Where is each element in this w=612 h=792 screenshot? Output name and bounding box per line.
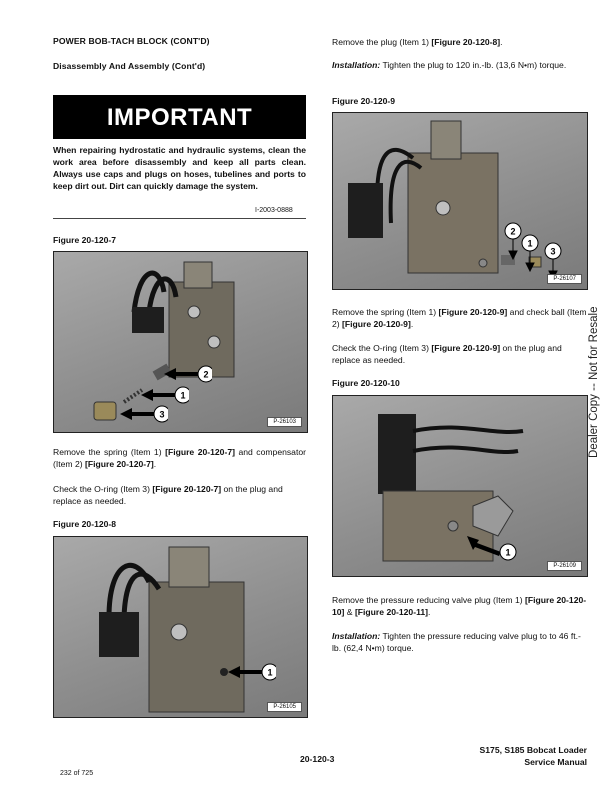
paragraph-check-oring: Check the O-ring (Item 3) [Figure 20-120-7] on the plug and replace as needed. [53,484,283,506]
photo-number: P-26109 [547,561,582,571]
figure-label: Figure 20-120-10 [332,378,400,388]
footer-model: S175, S185 Bobcat Loader [479,745,587,755]
paragraph-check-oring-2: Check the O-ring (Item 3) [Figure 20-120-9] on the plug and replace as needed. [332,343,562,365]
important-divider [53,218,306,219]
paragraph-remove-pressure-valve: Remove the pressure reducing valve plug (Item 1) [Figure 20-120-10] & [Figure 20-120-11]. [332,595,587,617]
svg-text:1: 1 [180,390,186,401]
footer-manual: Service Manual [524,757,587,767]
svg-text:3: 3 [550,246,556,257]
paragraph-installation-plug: Installation: Tighten the plug to 120 in.-lb. (13,6 N•m) torque. [332,60,567,70]
figure-photo [332,395,588,577]
paragraph-remove-spring: Remove the spring (Item 1) [Figure 20-120-7] and compensator (Item 2) [Figure 20-120-7]. [53,447,306,469]
callout-1 [465,532,517,567]
valve-block-illustration [54,537,307,717]
callout-3 [118,404,168,431]
callout-1 [518,233,542,278]
svg-text:1: 1 [505,547,511,558]
paragraph-remove-check-ball: Remove the spring (Item 1) [Figure 20-120-9] and check ball (Item 2) [Figure 20-120-9]. [332,307,587,329]
valve-block-illustration [333,396,587,576]
section-title: POWER BOB-TACH BLOCK (CONT'D) [53,36,210,46]
svg-text:2: 2 [203,369,209,380]
photo-number: P-26105 [267,702,302,712]
figure-label: Figure 20-120-8 [53,519,117,529]
paragraph-installation-valve: Installation: Tighten the pressure reducing valve plug to to 46 ft.-lb. (62,4 N•m) torque. [332,631,581,653]
paragraph-remove-plug: Remove the plug (Item 1) [Figure 20-120-8]. [332,37,503,47]
figure-photo [53,536,308,718]
dealer-copy-note: Dealer Copy -- Not for Resale [588,306,600,458]
photo-number: P-26103 [267,417,302,427]
figure-label: Figure 20-120-9 [332,96,396,106]
page-number: 20-120-3 [300,754,335,764]
photo-number: P-26107 [547,274,582,284]
svg-text:1: 1 [267,667,273,678]
section-subtitle: Disassembly And Assembly (Cont'd) [53,61,206,71]
svg-text:3: 3 [159,409,165,420]
page-count: 232 of 725 [60,770,94,777]
svg-text:2: 2 [510,226,516,237]
figure-photo [53,251,308,433]
callout-1 [226,662,276,689]
figure-label: Figure 20-120-7 [53,235,117,245]
svg-text:1: 1 [527,238,533,249]
figure-photo [332,112,588,290]
important-text: When repairing hydrostatic and hydraulic systems, clean the work area before disassembly and keep all parts clean. Always use caps and plugs on hoses, tubelines and ports to keep dirt out. Dirt can quickly damage the system. [53,145,306,191]
important-banner: IMPORTANT [53,95,306,139]
important-code: I-2003-0888 [255,207,293,214]
